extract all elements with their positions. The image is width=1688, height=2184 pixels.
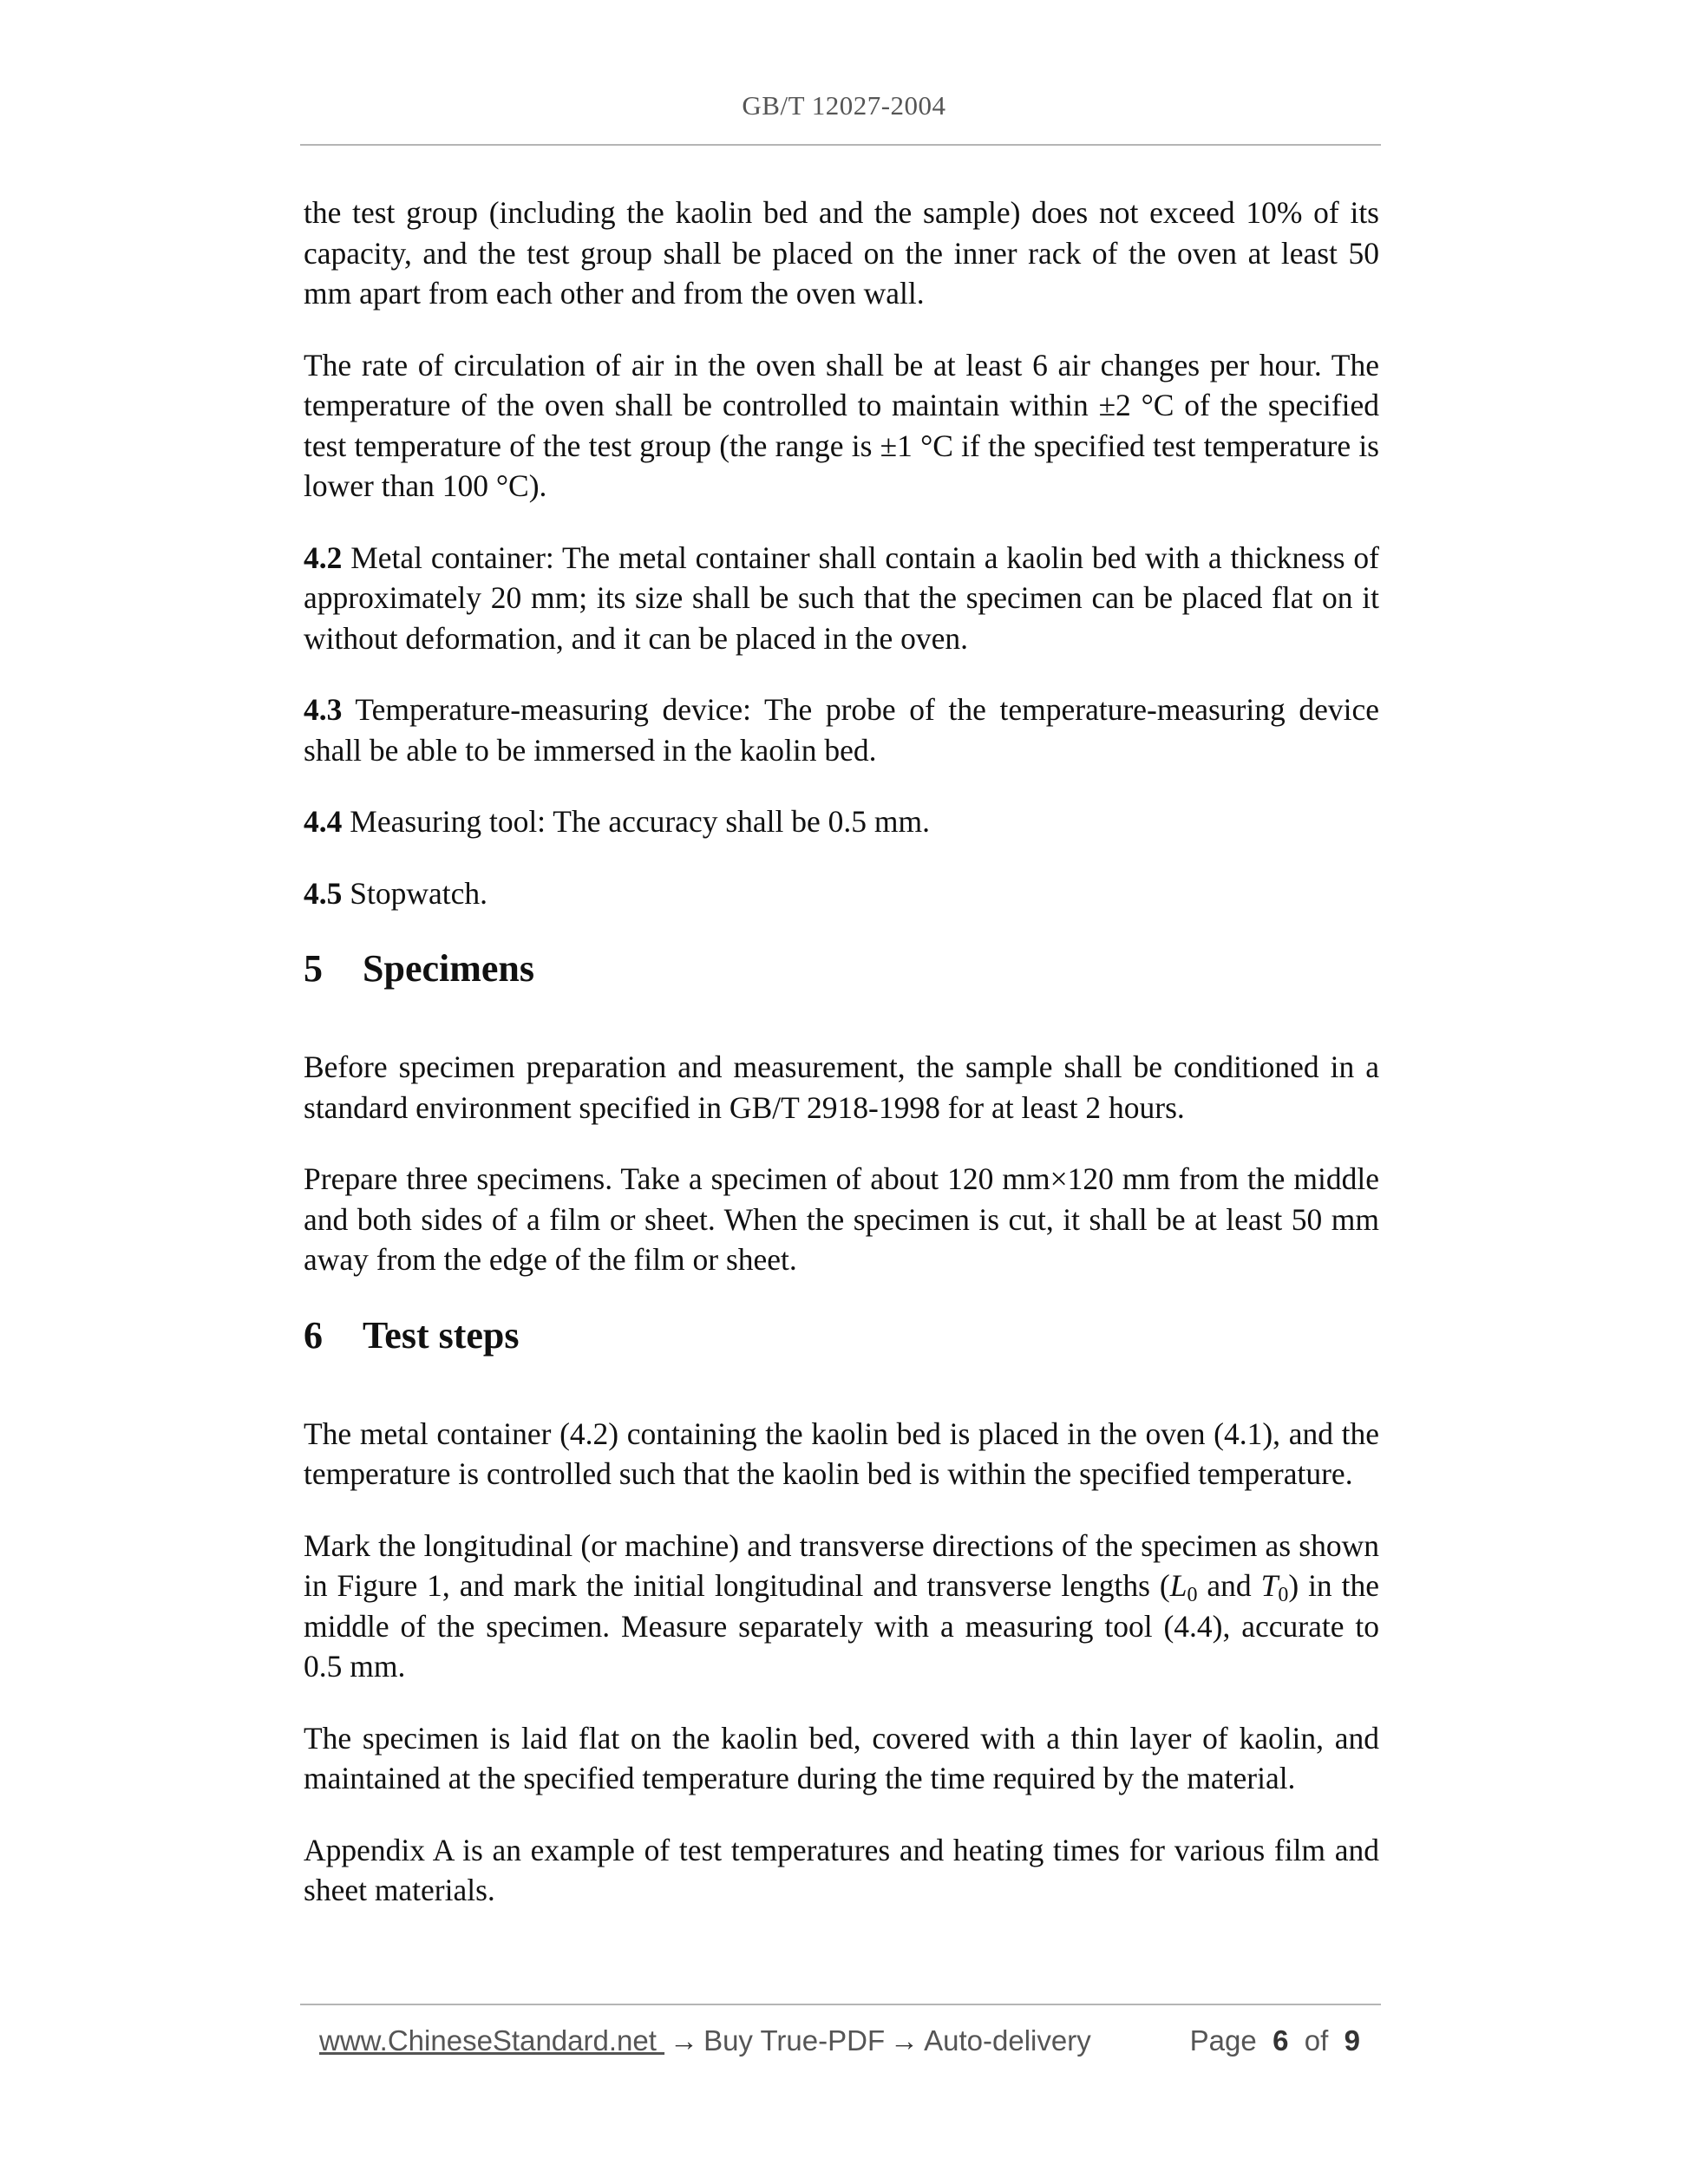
clause-text: Temperature-measuring device: The probe of the temperature-measuring device shall be able to be immersed in the kaolin bed.	[304, 692, 1379, 768]
clause-4-3	[304, 690, 1379, 770]
clause-number: 4.5	[304, 875, 343, 911]
footer-divider	[300, 2004, 1381, 2005]
paragraph-air-circulation: The rate of circulation of air in the oven shall be at least 6 air changes per hour. The temperature of the oven shall be controlled to maintain within ±2 °C of the specified test temperature of the test group (the range is ±1 °C if the specified test temperature is lower than 100 °C).	[304, 347, 1379, 503]
section-title: Test steps	[363, 1313, 520, 1357]
clause-text: Metal container: The metal container shall contain a kaolin bed with a thickness of approximately 20 mm; its size shall be such that the specimen can be placed flat on it without deformation, and it can be placed in the oven.	[304, 539, 1379, 656]
clause-4-5	[304, 873, 1379, 914]
clause-number: 4.4	[304, 804, 343, 839]
header-divider	[300, 144, 1381, 146]
clause-number: 4.3	[304, 692, 343, 727]
paragraph-conditioning: Before specimen preparation and measurement, the sample shall be conditioned in a standard environment specified in GB/T 2918-1998 for at least 2 hours.	[304, 1049, 1379, 1125]
clause-number: 4.2	[304, 539, 343, 575]
section-6-heading	[304, 1311, 1379, 1360]
paragraph-metal-container-placement: The metal container (4.2) containing the kaolin bed is placed in the oven (4.1), and the temperature is controlled such that the kaolin bed is within the specified temperature.	[304, 1416, 1379, 1491]
clause-text: Stopwatch.	[342, 875, 487, 911]
buy-true-pdf-text: Buy True-PDF	[703, 2024, 886, 2056]
total-pages: 9	[1344, 2024, 1360, 2056]
document-header-title: GB/T 12027-2004	[742, 90, 946, 121]
arrow-right-icon: →	[890, 2024, 919, 2056]
section-title: Specimens	[363, 947, 534, 990]
section-number: 6	[304, 1313, 323, 1357]
paragraph-appendix-a: Appendix A is an example of test temperatures and heating times for various film and sheet materials.	[304, 1832, 1379, 1907]
paragraph-oven-capacity: the test group (including the kaolin bed and the sample) does not exceed 10% of its capacity, and the test group shall be placed on the inner rack of the oven at least 50 mm apart from each other and from the oven wall.	[304, 195, 1379, 311]
paragraph-prepare-specimens: Prepare three specimens. Take a specimen of about 120 mm×120 mm from the middle and both sides of a film or sheet. When the specimen is cut, it shall be at least 50 mm away from the edge of the film or sheet.	[304, 1161, 1379, 1277]
chinesestandard-link[interactable]: www.ChineseStandard.net	[319, 2024, 665, 2056]
symbol-L: L	[1169, 1568, 1187, 1603]
paragraph-specimen-laid-flat: The specimen is laid flat on the kaolin bed, covered with a thin layer of kaolin, and maintained at the specified temperature during the time required by the material.	[304, 1720, 1379, 1795]
clause-4-4	[304, 801, 1379, 842]
section-number: 5	[304, 947, 323, 990]
arrow-right-icon: →	[670, 2024, 699, 2056]
symbol-T: T	[1260, 1568, 1279, 1603]
document-body	[304, 193, 1379, 1942]
current-page: 6	[1273, 2024, 1289, 2056]
clause-text: Measuring tool: The accuracy shall be 0.5 mm.	[342, 804, 930, 839]
paragraph-mark-directions: Mark the longitudinal (or machine) and transverse directions of the specimen as shown in Figure 1, and mark the initial longitudinal and transverse lengths ($L_0$ and $T_0$) in the middle of the specimen. Measure separately with a measuring tool (4.4), accurate to 0.5 mm.	[304, 1527, 1379, 1684]
auto-delivery-text: Auto-delivery	[924, 2024, 1091, 2056]
page-number: Page 6 of 9	[1189, 2024, 1360, 2056]
section-5-heading	[304, 945, 1379, 993]
clause-4-2	[304, 538, 1379, 659]
footer-links	[319, 2024, 1091, 2057]
